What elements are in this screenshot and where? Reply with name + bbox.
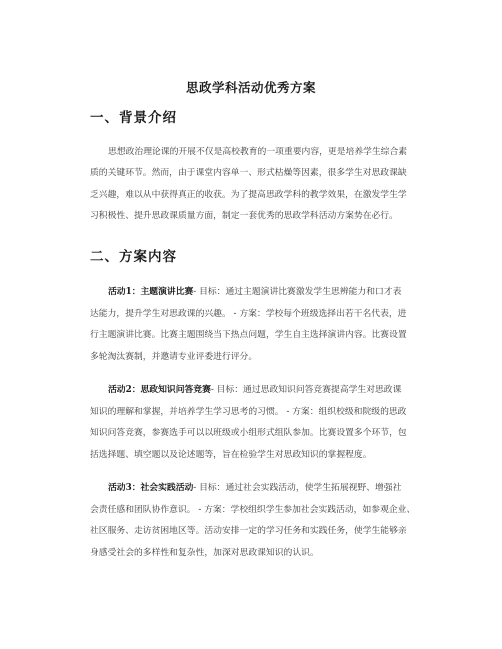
activity-1 (90, 282, 425, 368)
paragraph-line: 习积极性、提升思政课质量方面，制定一套优秀的思政学科活动方案势在必行。 (90, 210, 398, 221)
activity-name: 活动1：主题演讲比赛 (108, 287, 194, 297)
paragraph-line: 思想政治理论课的开展不仅是高校教育的一项重要内容，更是培养学生综合素 (108, 147, 408, 157)
activity-line: 活动2：思政知识问答竞赛- 目标：通过思政知识问答竞赛提高学生对思政课 (108, 385, 402, 395)
activity-line: 身感受社会的多样性和复杂性，加深对思政课知识的认识。 (90, 547, 319, 558)
activity-line: 行主题演讲比赛。比赛主题围绕当下热点问题，学生自主选择演讲内容。比赛设置 (90, 330, 407, 340)
paragraph-line: 质的关键环节。然而，由于课堂内容单一、形式枯燥等因素，很多学生对思政课缺 (90, 168, 407, 179)
activity-2 (90, 380, 425, 466)
activity-name: 活动2：思政知识问答竞赛 (108, 385, 211, 395)
document-title: 思政学科活动优秀方案 (185, 80, 316, 95)
activity-3 (90, 478, 425, 564)
activity-line: 达能力，提升学生对思政课的兴趣。 - 方案：学校每个班级选择出若干名代表，进 (90, 308, 407, 319)
activity-line: 会责任感和团队协作意识。 - 方案：学校组织学生参加社会实践活动，如参观企业、 (90, 504, 416, 515)
activity-line: 社区服务、走访贫困地区等。活动安排一定的学习任务和实践任务，使学生能够亲 (90, 526, 407, 536)
activity-line: 知识的理解和掌握，并培养学生学习思考的习惯。 - 方案：组织校级和院级的思政 (90, 406, 407, 417)
activity-line: 活动1：主题演讲比赛- 目标：通过主题演讲比赛激发学生思辨能力和口才表 (108, 287, 402, 297)
activity-line: 多轮淘汰赛制，并邀请专业评委进行评分。 (90, 351, 258, 362)
paragraph-line: 乏兴趣，难以从中获得真正的收获。为了提高思政学科的教学效果，在激发学生学 (90, 189, 407, 200)
section-heading-content: 二、方案内容 (90, 249, 177, 265)
section-heading-background: 一、背景介绍 (90, 110, 177, 126)
activity-name: 活动3：社会实践活动 (108, 483, 194, 493)
activity-line: 活动3：社会实践活动- 目标：通过社会实践活动，使学生拓展视野、增强社 (108, 483, 402, 493)
background-paragraph (90, 142, 430, 227)
activity-line: 知识问答竞赛，参赛选手可以以班级或小组形式组队参加。比赛设置多个环节，包 (90, 428, 407, 438)
activity-line: 括选择题、填空题以及论述题等，旨在检验学生对思政知识的掌握程度。 (90, 449, 372, 460)
